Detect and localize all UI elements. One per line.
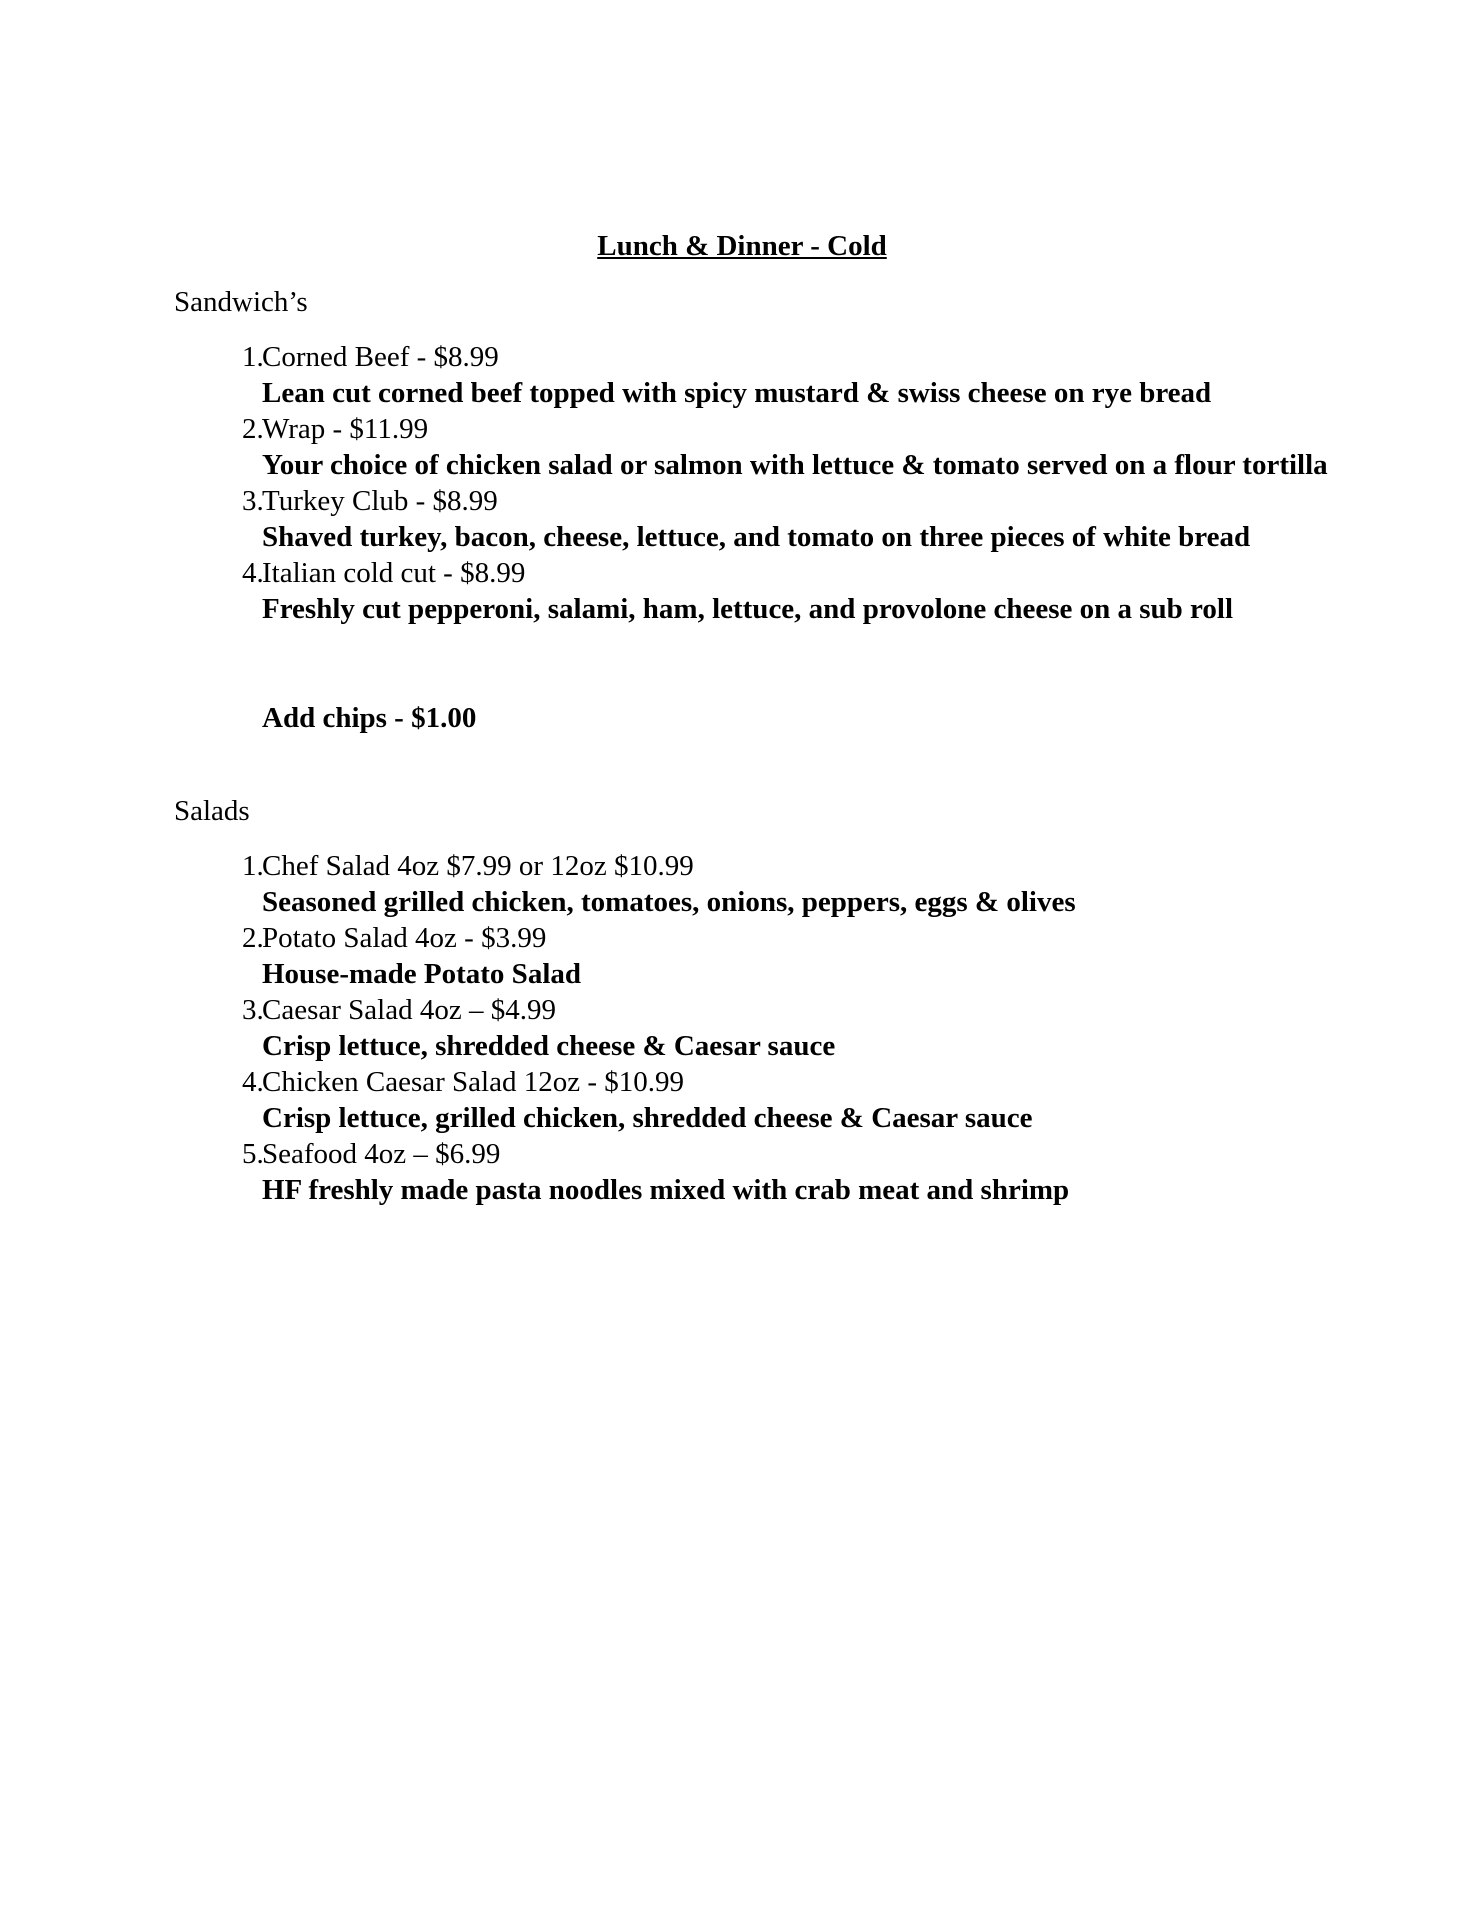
list-item [174, 920, 1354, 992]
item-description: Crisp lettuce, grilled chicken, shredded cheese & Caesar sauce [262, 1102, 1033, 1134]
list-item [174, 339, 1354, 411]
item-number: 1. [242, 850, 264, 882]
item-description: House-made Potato Salad [262, 958, 581, 990]
item-number: 3. [242, 994, 264, 1026]
item-number: 5. [242, 1138, 264, 1170]
list-item [174, 1136, 1354, 1208]
item-number: 3. [242, 485, 264, 517]
item-description: Your choice of chicken salad or salmon with lettuce & tomato served on a flour tortilla [262, 449, 1328, 481]
salads-heading: Salads [174, 795, 250, 827]
sandwiches-list [174, 339, 1354, 627]
item-description: HF freshly made pasta noodles mixed with crab meat and shrimp [262, 1174, 1070, 1206]
item-description: Seasoned grilled chicken, tomatoes, onions, peppers, eggs & olives [262, 886, 1076, 918]
item-name: Chicken Caesar Salad 12oz - $10.99 [262, 1066, 685, 1098]
item-name: Italian cold cut - $8.99 [262, 557, 526, 589]
item-number: 4. [242, 557, 264, 589]
salads-list [174, 848, 1354, 1208]
item-name: Chef Salad 4oz $7.99 or 12oz $10.99 [262, 850, 694, 882]
item-number: 2. [242, 922, 264, 954]
page-title: Lunch & Dinner - Cold [597, 230, 887, 262]
sandwiches-heading: Sandwich’s [174, 286, 308, 318]
item-number: 4. [242, 1066, 264, 1098]
add-chips-note: Add chips - $1.00 [262, 702, 477, 734]
item-number: 2. [242, 413, 264, 445]
list-item [174, 848, 1354, 920]
list-item [174, 992, 1354, 1064]
item-name: Corned Beef - $8.99 [262, 341, 499, 373]
list-item [174, 411, 1354, 483]
item-name: Seafood 4oz – $6.99 [262, 1138, 501, 1170]
item-number: 1. [242, 341, 264, 373]
list-item [174, 555, 1354, 627]
list-item [174, 483, 1354, 555]
item-name: Wrap - $11.99 [262, 413, 429, 445]
item-name: Turkey Club - $8.99 [262, 485, 498, 517]
item-name: Potato Salad 4oz - $3.99 [262, 922, 547, 954]
item-name: Caesar Salad 4oz – $4.99 [262, 994, 556, 1026]
item-description: Lean cut corned beef topped with spicy mustard & swiss cheese on rye bread [262, 377, 1212, 409]
item-description: Freshly cut pepperoni, salami, ham, lettuce, and provolone cheese on a sub roll [262, 593, 1234, 625]
item-description: Shaved turkey, bacon, cheese, lettuce, and tomato on three pieces of white bread [262, 521, 1251, 553]
list-item [174, 1064, 1354, 1136]
item-description: Crisp lettuce, shredded cheese & Caesar sauce [262, 1030, 836, 1062]
